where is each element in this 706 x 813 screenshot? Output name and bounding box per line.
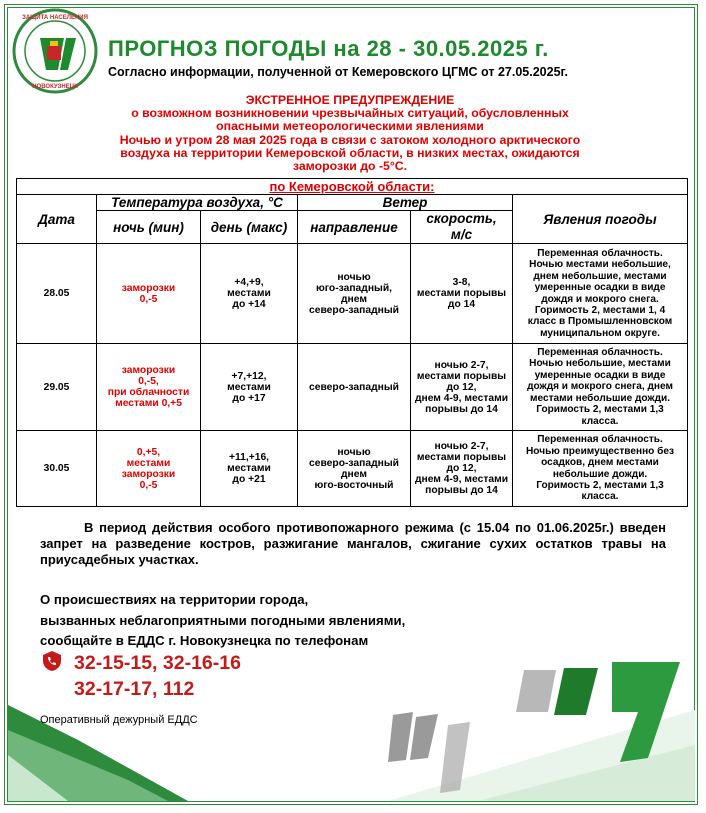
report-line: сообщайте в ЕДДС г. Новокузнецка по телефонам [40,633,369,648]
cell-phenomena: Переменная облачность. Ночью небольшие, местами умеренные осадки в виде дождя и мокрого снега, днем местами небольшие дожди. Горимость 2, местами 1,3 класса. [513,344,688,431]
warning-line: о возможном возникновении чрезвычайных ситуаций, обусловленных [131,106,569,121]
header-direction: направление [298,211,411,244]
cell-day: +4,+9, местами до +14 [201,244,298,344]
cell-speed: ночью 2-7, местами порывы до 12, днем 4-9, местами порывы до 14 [411,344,513,431]
table-row [17,344,688,431]
cell-date: 28.05 [17,244,97,344]
cell-date: 29.05 [17,344,97,431]
table-row [17,431,688,507]
svg-text:ЗАЩИТА НАСЕЛЕНИЯ: ЗАЩИТА НАСЕЛЕНИЯ [22,15,88,21]
cell-day: +11,+16, местами до +21 [201,431,298,507]
duty-officer-signature: Оперативный дежурный ЕДДС [40,714,198,726]
cell-direction: ночью северо-западный днем юго-восточный [298,431,411,507]
cell-speed: 3-8, местами порывы до 14 [411,244,513,344]
region-label: по Кемеровской области: [17,179,688,195]
cell-night: 0,+5, местами заморозки 0,-5 [97,431,201,507]
forecast-table [16,178,688,507]
phone-line: 32-15-15, 32-16-16 [74,652,241,674]
phone-icon [41,650,63,672]
header-date: Дата [17,195,97,244]
phone-line: 32-17-17, 112 [74,678,195,700]
cell-phenomena: Переменная облачность. Ночью преимущественно без осадков, днем местами небольшие дожди. Горимость 2, местами 1,3 класса. [513,431,688,507]
warning-line: ЭКСТРЕННОЕ ПРЕДУПРЕЖДЕНИЕ [245,93,455,107]
header-night: ночь (мин) [97,211,201,244]
cell-day: +7,+12, местами до +17 [201,344,298,431]
cell-date: 30.05 [17,431,97,507]
fire-safety-notice: В период действия особого противопожарного режима (с 15.04 по 01.06.2025г.) введен запрет на разведение костров, разжигание мангалов, сжигание сухих остатков травы на приусадебных участках. [40,520,666,567]
header-phenomena: Явления погоды [513,195,688,244]
header-wind: Ветер [298,195,513,211]
report-line: вызванных неблагоприятными погодными явлениями, [40,612,406,628]
header-day: день (макс) [201,211,298,244]
report-instructions [40,590,405,652]
warning-line: воздуха на территории Кемеровской области, в низких местах, ожидаются [120,145,580,160]
cell-night: заморозки 0,-5 [97,244,201,344]
warning-line: опасными метеорологическими явлениями [216,119,484,134]
emercom-logo [12,8,98,94]
page-title: ПРОГНОЗ ПОГОДЫ на 28 - 30.05.2025 г. [108,36,549,61]
warning-line: заморозки до -5°С. [292,159,408,174]
phone-numbers [74,650,241,702]
emergency-warning [70,94,630,173]
svg-text:НОВОКУЗНЕЦК: НОВОКУЗНЕЦК [32,84,78,90]
warning-line: Ночью и утром 28 мая 2025 года в связи с затоком холодного арктического [119,132,581,147]
cell-direction: северо-западный [298,344,411,431]
header-temperature: Температура воздуха, °С [97,195,298,211]
cell-speed: ночью 2-7, местами порывы до 12, днем 4-9, местами порывы до 14 [411,431,513,507]
report-line: О происшествиях на территории города, [40,592,309,607]
cell-phenomena: Переменная облачность. Ночью местами небольшие, днем небольшие, местами умеренные осадки в виде дождя и мокрого снега. Горимость 2, местами 1, 4 класс в Промышленновском муниципальном округе. [513,244,688,344]
page-subtitle: Согласно информации, полученной от Кемеровского ЦГМС от 27.05.2025г. [108,65,568,79]
table-row [17,244,688,344]
cell-direction: ночью юго-западный, днем северо-западный [298,244,411,344]
header-speed: скорость, м/с [411,211,513,244]
cell-night: заморозки 0,-5, при облачности местами 0,+5 [97,344,201,431]
